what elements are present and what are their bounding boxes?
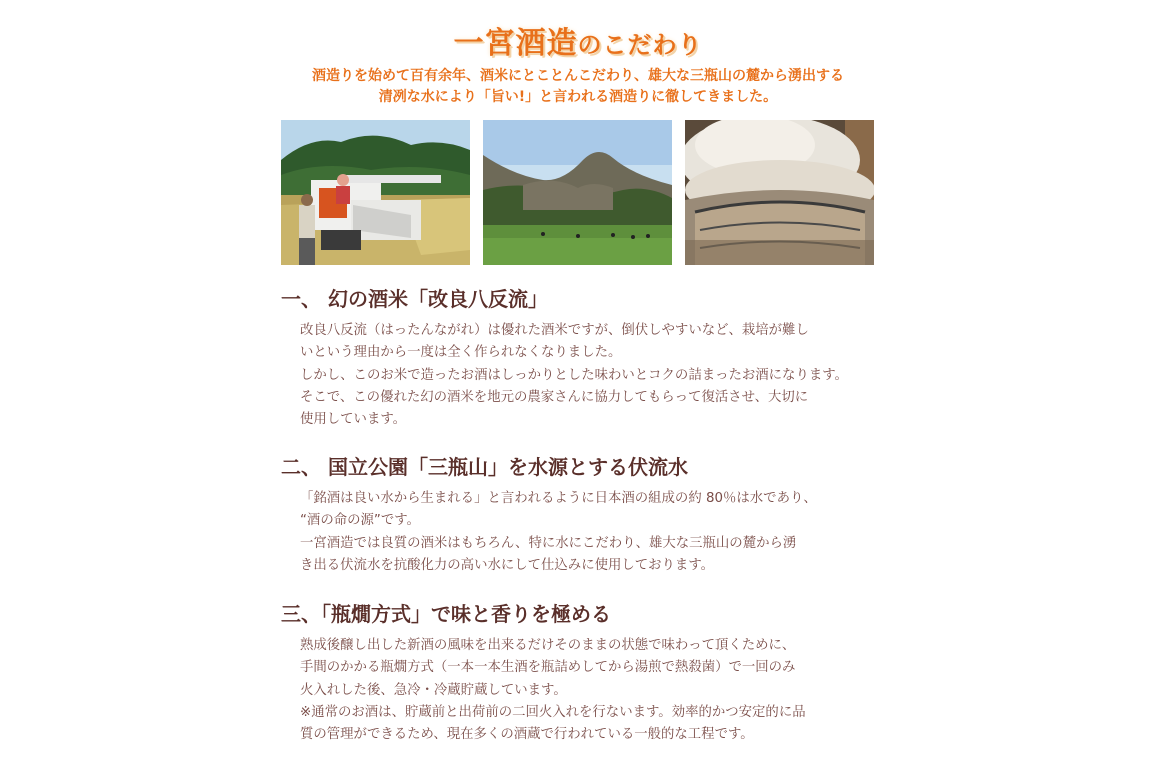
section-line: しかし、このお米で造ったお酒はしっかりとした味わいとコクの詰まったお酒になります。	[300, 367, 848, 383]
intro-line: 酒造りを始めて百有余年、酒米にとことんこだわり、雄大な三瓶山の麓から湧出する	[312, 68, 844, 84]
section-line: いという理由から一度は全く作られなくなりました。	[300, 345, 622, 361]
page-title-main: 一宮酒造	[453, 26, 578, 61]
section-water-source	[281, 454, 875, 577]
section-line: き出る伏流水を抗酸化力の高い水にして仕込みに使用しております。	[300, 557, 715, 573]
section-line: 質の管理ができるため、現在多くの酒蔵で行われている一般的な工程です。	[300, 727, 754, 743]
section-line: 火入れした後、急冷・冷蔵貯蔵しています。	[300, 682, 567, 698]
section-line: 熟成後醸し出した新酒の風味を出来るだけそのままの状態で味わって頂くために、	[300, 638, 796, 653]
section-heading: 二、 国立公園「三瓶山」を水源とする伏流水	[281, 455, 688, 479]
section-line: 一宮酒造では良質の酒米はもちろん、特に水にこだわり、雄大な三瓶山の麓から湧	[300, 535, 797, 551]
section-line: そこで、この優れた幻の酒米を地元の農家さんに協力してもらって復活させ、大切に	[300, 389, 809, 405]
section-line: “酒の命の源”です。	[300, 513, 420, 529]
mount-sanbe-photo	[483, 120, 672, 265]
section-line: ※通常のお酒は、貯蔵前と出荷前の二回火入れを行ないます。効率的かつ安定的に品	[300, 704, 806, 720]
section-body	[281, 488, 860, 577]
section-line: 使用しています。	[300, 412, 407, 428]
section-sake-rice	[281, 286, 875, 431]
page-title-sub: のこだわり	[577, 30, 703, 59]
section-heading: 三、「瓶燗方式」で味と香りを極める	[281, 602, 611, 626]
photo-strip	[281, 120, 875, 265]
intro-text	[281, 66, 875, 108]
rice-harvester-photo	[281, 120, 470, 265]
section-line: 改良八反流（はったんながれ）は優れた酒米ですが、倒伏しやすいなど、栽培が難し	[300, 323, 809, 338]
section-heading: 一、 幻の酒米「改良八反流」	[281, 287, 548, 311]
section-bottle-pasteurization	[281, 601, 875, 746]
page-title	[281, 18, 875, 62]
section-line: 「銘酒は良い水から生まれる」と言われるように日本酒の組成の約 80％は水であり、	[300, 491, 817, 506]
steaming-rice-vat-photo	[685, 120, 874, 265]
section-body	[281, 320, 860, 431]
intro-line: 清冽な水により「旨い!」と言われる酒造りに徹してきました。	[378, 89, 778, 105]
section-body	[281, 635, 860, 746]
section-line: 手間のかかる瓶燗方式（一本一本生酒を瓶詰めしてから湯煎で熱殺菌）で一回のみ	[300, 660, 796, 676]
